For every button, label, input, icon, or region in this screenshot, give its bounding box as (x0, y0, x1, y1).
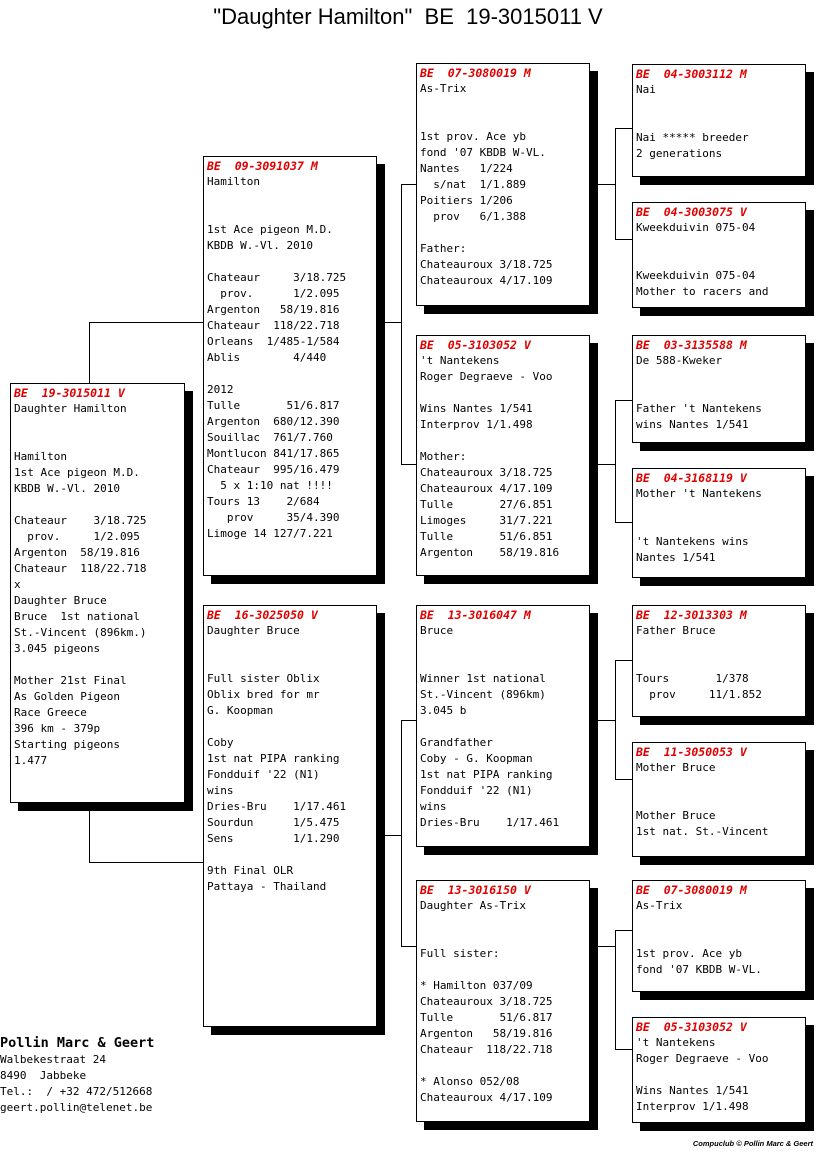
pedigree-line (207, 206, 373, 222)
pedigree-line: As Golden Pigeon (14, 690, 120, 703)
pedigree-line (636, 385, 802, 401)
pedigree-line: Kweekduivin 075-04 (636, 221, 756, 234)
pedigree-card-sire (203, 156, 377, 576)
pedigree-line: fond '07 KBDB W-VL. (636, 963, 762, 976)
pedigree-line: 5 x 1:10 nat !!!! (207, 479, 333, 492)
pedigree-notes (420, 81, 586, 289)
pedigree-line: Nai ***** breeder (636, 131, 749, 144)
pedigree-line (420, 385, 586, 401)
connector (615, 239, 633, 240)
pedigree-line: prov 35/4.390 (207, 511, 340, 524)
connector (615, 522, 633, 523)
pedigree-line: Coby (207, 736, 234, 749)
ring-number: BE 05-3103052 V (420, 338, 531, 352)
pedigree-line (636, 518, 802, 534)
pedigree-line: prov 11/1.852 (636, 688, 762, 701)
pedigree-line: De 588-Kweker (636, 354, 723, 367)
connector (615, 1049, 633, 1050)
pedigree-line: prov. 1/2.095 (14, 530, 140, 543)
pedigree-line: fond '07 KBDB W-VL. (420, 146, 546, 159)
pedigree-line: 't Nantekens (420, 354, 500, 367)
pedigree-line: Chateauroux 4/17.109 (420, 482, 553, 495)
pedigree-card-sire-dam (416, 335, 590, 576)
pedigree-line: 't Nantekens wins (636, 535, 749, 548)
connector (615, 930, 633, 931)
ring-number: BE 12-3013303 M (636, 608, 747, 622)
pedigree-line (420, 655, 586, 671)
pedigree-line: Daughter As-Trix (420, 899, 526, 912)
pedigree-line: 2 generations (636, 147, 723, 160)
breeder-phone: Tel.: / +32 472/512668 (0, 1085, 153, 1098)
connector (615, 930, 616, 1050)
pedigree-line: Nantes 1/541 (636, 551, 716, 564)
pedigree-line: Bruce (420, 624, 454, 637)
pedigree-line: Tulle 27/6.851 (420, 498, 553, 511)
pedigree-line: Winner 1st national (420, 672, 546, 685)
ring-number: BE 03-3135588 M (636, 338, 747, 352)
breeder-info (0, 1034, 240, 1116)
pedigree-line: Grandfather (420, 736, 493, 749)
pedigree-line (207, 655, 373, 671)
pedigree-line: Father 't Nantekens (636, 402, 762, 415)
pedigree-line: Argenton 58/19.816 (207, 303, 340, 316)
pedigree-line: Argenton 58/19.816 (420, 546, 560, 559)
connector (89, 322, 90, 384)
pedigree-line: Poitiers 1/206 (420, 194, 513, 207)
pedigree-line (207, 366, 373, 382)
pedigree-line: Full sister: (420, 947, 500, 960)
ring-number: BE 16-3025050 V (207, 608, 318, 622)
connector (615, 660, 633, 661)
pedigree-line (636, 792, 802, 808)
breeder-address: Walbekestraat 24 (0, 1053, 106, 1066)
breeder-city: 8490 Jabbeke (0, 1069, 87, 1082)
pedigree-line: St.-Vincent (896km.) (14, 626, 147, 639)
connector (89, 322, 204, 323)
page-title: "Daughter Hamilton" BE 19-3015011 V (213, 4, 603, 29)
pedigree-line: Argenton 680/12.390 (207, 415, 340, 428)
pedigree-card-ggp-4 (632, 468, 806, 578)
connector (89, 802, 90, 863)
pedigree-line (636, 502, 802, 518)
pedigree-line: s/nat 1/1.889 (420, 178, 526, 191)
pedigree-line (636, 252, 802, 268)
pedigree-notes (420, 623, 586, 831)
pedigree-notes (420, 898, 586, 1106)
pedigree-line: 396 km - 379p (14, 722, 101, 735)
connector (376, 322, 402, 323)
pedigree-line: Daughter Bruce (14, 594, 107, 607)
pedigree-line: 1st nat PIPA ranking (420, 768, 553, 781)
pedigree-notes (636, 623, 802, 703)
pedigree-line: wins Nantes 1/541 (636, 418, 749, 431)
pedigree-line: Father: (420, 242, 467, 255)
pedigree-line (207, 190, 373, 206)
pedigree-notes (636, 486, 802, 566)
pedigree-line (636, 930, 802, 946)
pedigree-line: G. Koopman (207, 704, 274, 717)
pedigree-line: Chateaur 995/16.479 (207, 463, 340, 476)
pedigree-line: Pattaya - Thailand (207, 880, 327, 893)
pedigree-notes (636, 220, 802, 300)
pedigree-line: Tulle 51/6.817 (207, 399, 340, 412)
pedigree-line: Chateaur 3/18.725 (207, 271, 347, 284)
ring-number: BE 07-3080019 M (636, 883, 747, 897)
connector (401, 184, 402, 464)
pedigree-line: Argenton 58/19.816 (14, 546, 140, 559)
pedigree-line: 3.045 pigeons (14, 642, 101, 655)
connector (89, 862, 204, 863)
connector (589, 946, 616, 947)
pedigree-line: As-Trix (420, 82, 467, 95)
pedigree-line (636, 369, 802, 385)
pedigree-line (420, 962, 586, 978)
pedigree-card-sire-sire (416, 63, 590, 306)
ring-number: BE 04-3168119 V (636, 471, 747, 485)
pedigree-line: Daughter Bruce (207, 624, 300, 637)
pedigree-line: Chateauroux 3/18.725 (420, 995, 553, 1008)
pedigree-line: Sourdun 1/5.475 (207, 816, 340, 829)
pedigree-line: wins (207, 784, 234, 797)
connector (615, 128, 616, 240)
pedigree-line: x (14, 578, 21, 591)
pedigree-line: Nai (636, 83, 656, 96)
pedigree-line: Argenton 58/19.816 (420, 1027, 553, 1040)
pedigree-line: Hamilton (14, 450, 67, 463)
breeder-name: Pollin Marc & Geert (0, 1035, 155, 1051)
pedigree-line: Father Bruce (636, 624, 716, 637)
pedigree-line (420, 97, 586, 113)
pedigree-line: Tours 13 2/684 (207, 495, 320, 508)
pedigree-line: Mother to racers and (636, 285, 769, 298)
connector (589, 464, 616, 465)
pedigree-card-dam-sire (416, 605, 590, 847)
connector (615, 779, 633, 780)
pedigree-card-ggp-8 (632, 1017, 806, 1123)
pedigree-notes (207, 623, 373, 895)
pedigree-line: Race Greece (14, 706, 87, 719)
pedigree-card-dam (203, 605, 377, 1027)
pedigree-line (420, 1058, 586, 1074)
pedigree-line (636, 98, 802, 114)
pedigree-notes (636, 760, 802, 840)
pedigree-line: 1.477 (14, 754, 48, 767)
pedigree-line: 1st nat PIPA ranking (207, 752, 340, 765)
pedigree-line: Souillac 761/7.760 (207, 431, 333, 444)
connector (615, 400, 633, 401)
pedigree-line: Wins Nantes 1/541 (420, 402, 533, 415)
connector (615, 660, 616, 780)
pedigree-line (14, 657, 181, 673)
connector (615, 400, 616, 523)
pedigree-line: Interprov 1/1.498 (420, 418, 533, 431)
pedigree-line: Tulle 51/6.817 (420, 1011, 553, 1024)
pedigree-line: Chateaur 3/18.725 (14, 514, 147, 527)
pedigree-line: 3.045 b (420, 704, 467, 717)
pedigree-line (420, 930, 586, 946)
pedigree-line: Full sister Oblix (207, 672, 320, 685)
pedigree-line: 2012 (207, 383, 234, 396)
pedigree-line: As-Trix (636, 899, 683, 912)
pedigree-line: Ablis 4/440 (207, 351, 327, 364)
pedigree-line: Fondduif '22 (N1) (207, 768, 320, 781)
pedigree-line (636, 639, 802, 655)
pedigree-line (207, 719, 373, 735)
pedigree-line: Orleans 1/485-1/584 (207, 335, 340, 348)
pedigree-line: Mother 21st Final (14, 674, 127, 687)
pedigree-card-ggp-7 (632, 880, 806, 992)
pedigree-line: Mother Bruce (636, 809, 716, 822)
pedigree-line: Montlucon 841/17.865 (207, 447, 340, 460)
pedigree-line: 1st prov. Ace yb (636, 947, 742, 960)
pedigree-line (420, 433, 586, 449)
pedigree-notes (14, 401, 181, 769)
pedigree-line: Roger Degraeve - Voo (636, 1052, 769, 1065)
connector (589, 184, 616, 185)
pedigree-line (420, 639, 586, 655)
pedigree-line: Oblix bred for mr (207, 688, 320, 701)
ring-number: BE 07-3080019 M (420, 66, 531, 80)
pedigree-line: 1st nat. St.-Vincent (636, 825, 769, 838)
pedigree-line: Mother: (420, 450, 467, 463)
pedigree-line (420, 719, 586, 735)
pedigree-line: Chateauroux 4/17.109 (420, 274, 553, 287)
pedigree-line: Limoge 14 127/7.221 (207, 527, 333, 540)
pedigree-line: Chateauroux 4/17.109 (420, 1091, 553, 1104)
pedigree-line (14, 433, 181, 449)
pedigree-line: Dries-Bru 1/17.461 (207, 800, 347, 813)
connector (401, 720, 402, 947)
pedigree-line: Fondduif '22 (N1) (420, 784, 533, 797)
pedigree-line (207, 847, 373, 863)
pedigree-line: 1st Ace pigeon M.D. (14, 466, 140, 479)
pedigree-line: Sens 1/1.290 (207, 832, 340, 845)
pedigree-notes (420, 353, 586, 561)
connector (589, 720, 616, 721)
pedigree-line: Chateauroux 3/18.725 (420, 466, 553, 479)
pedigree-line: Coby - G. Koopman (420, 752, 533, 765)
pedigree-card-dam-dam (416, 880, 590, 1122)
pedigree-line (207, 639, 373, 655)
pedigree-line: Hamilton (207, 175, 260, 188)
pedigree-line: Chateaur 118/22.718 (14, 562, 147, 575)
pedigree-line (207, 254, 373, 270)
pedigree-line: Daughter Hamilton (14, 402, 127, 415)
pedigree-line: Mother Bruce (636, 761, 716, 774)
pedigree-line (636, 236, 802, 252)
pedigree-card-ggp-6 (632, 742, 806, 857)
pedigree-line: Tulle 51/6.851 (420, 530, 553, 543)
pedigree-line: 9th Final OLR (207, 864, 294, 877)
pedigree-line: St.-Vincent (896km) (420, 688, 546, 701)
ring-number: BE 09-3091037 M (207, 159, 318, 173)
pedigree-line: Kweekduivin 075-04 (636, 269, 756, 282)
pedigree-line (420, 225, 586, 241)
pedigree-line: Interprov 1/1.498 (636, 1100, 749, 1113)
ring-number: BE 04-3003075 V (636, 205, 747, 219)
pedigree-line: prov 6/1.388 (420, 210, 526, 223)
pedigree-line: KBDB W.-Vl. 2010 (14, 482, 120, 495)
ring-number: BE 13-3016047 M (420, 608, 531, 622)
pedigree-card-ggp-2 (632, 202, 806, 308)
pedigree-card-ggp-5 (632, 605, 806, 717)
pedigree-notes (636, 353, 802, 433)
breeder-email[interactable]: geert.pollin@telenet.be (0, 1101, 153, 1114)
connector (376, 835, 402, 836)
pedigree-line (14, 497, 181, 513)
ring-number: BE 11-3050053 V (636, 745, 747, 759)
pedigree-line: Starting pigeons (14, 738, 120, 751)
pedigree-line: prov. 1/2.095 (207, 287, 340, 300)
pedigree-line: Roger Degraeve - Voo (420, 370, 553, 383)
copyright-notice: Compuclub © Pollin Marc & Geert (692, 1139, 813, 1148)
pedigree-line: 1st Ace pigeon M.D. (207, 223, 333, 236)
pedigree-line: Dries-Bru 1/17.461 (420, 816, 560, 829)
pedigree-card-ggp-1 (632, 64, 806, 177)
pedigree-line (636, 655, 802, 671)
ring-number: BE 13-3016150 V (420, 883, 531, 897)
pedigree-line: Chateaur 118/22.718 (207, 319, 340, 332)
ring-number: BE 19-3015011 V (14, 386, 125, 400)
pedigree-line: wins (420, 800, 447, 813)
pedigree-notes (636, 1035, 802, 1115)
pedigree-line: Bruce 1st national (14, 610, 140, 623)
pedigree-line: Limoges 31/7.221 (420, 514, 553, 527)
pedigree-notes (636, 898, 802, 978)
pedigree-line: Tours 1/378 (636, 672, 749, 685)
ring-number: BE 04-3003112 M (636, 67, 747, 81)
pedigree-line (420, 113, 586, 129)
ring-number: BE 05-3103052 V (636, 1020, 747, 1034)
pedigree-line (636, 114, 802, 130)
pedigree-line: Wins Nantes 1/541 (636, 1084, 749, 1097)
pedigree-line: Nantes 1/224 (420, 162, 513, 175)
pedigree-line: KBDB W.-Vl. 2010 (207, 239, 313, 252)
pedigree-line (636, 1067, 802, 1083)
pedigree-line (420, 914, 586, 930)
connector (615, 128, 633, 129)
pedigree-line: * Alonso 052/08 (420, 1075, 520, 1088)
pedigree-notes (207, 174, 373, 542)
pedigree-line (636, 914, 802, 930)
pedigree-line (14, 417, 181, 433)
pedigree-line: 't Nantekens (636, 1036, 716, 1049)
pedigree-card-subject (10, 383, 185, 803)
pedigree-line: Mother 't Nantekens (636, 487, 762, 500)
pedigree-line: Chateaur 118/22.718 (420, 1043, 553, 1056)
pedigree-card-ggp-3 (632, 335, 806, 443)
pedigree-line (636, 776, 802, 792)
pedigree-line: Chateauroux 3/18.725 (420, 258, 553, 271)
pedigree-line: * Hamilton 037/09 (420, 979, 533, 992)
pedigree-notes (636, 82, 802, 162)
pedigree-line: 1st prov. Ace yb (420, 130, 526, 143)
